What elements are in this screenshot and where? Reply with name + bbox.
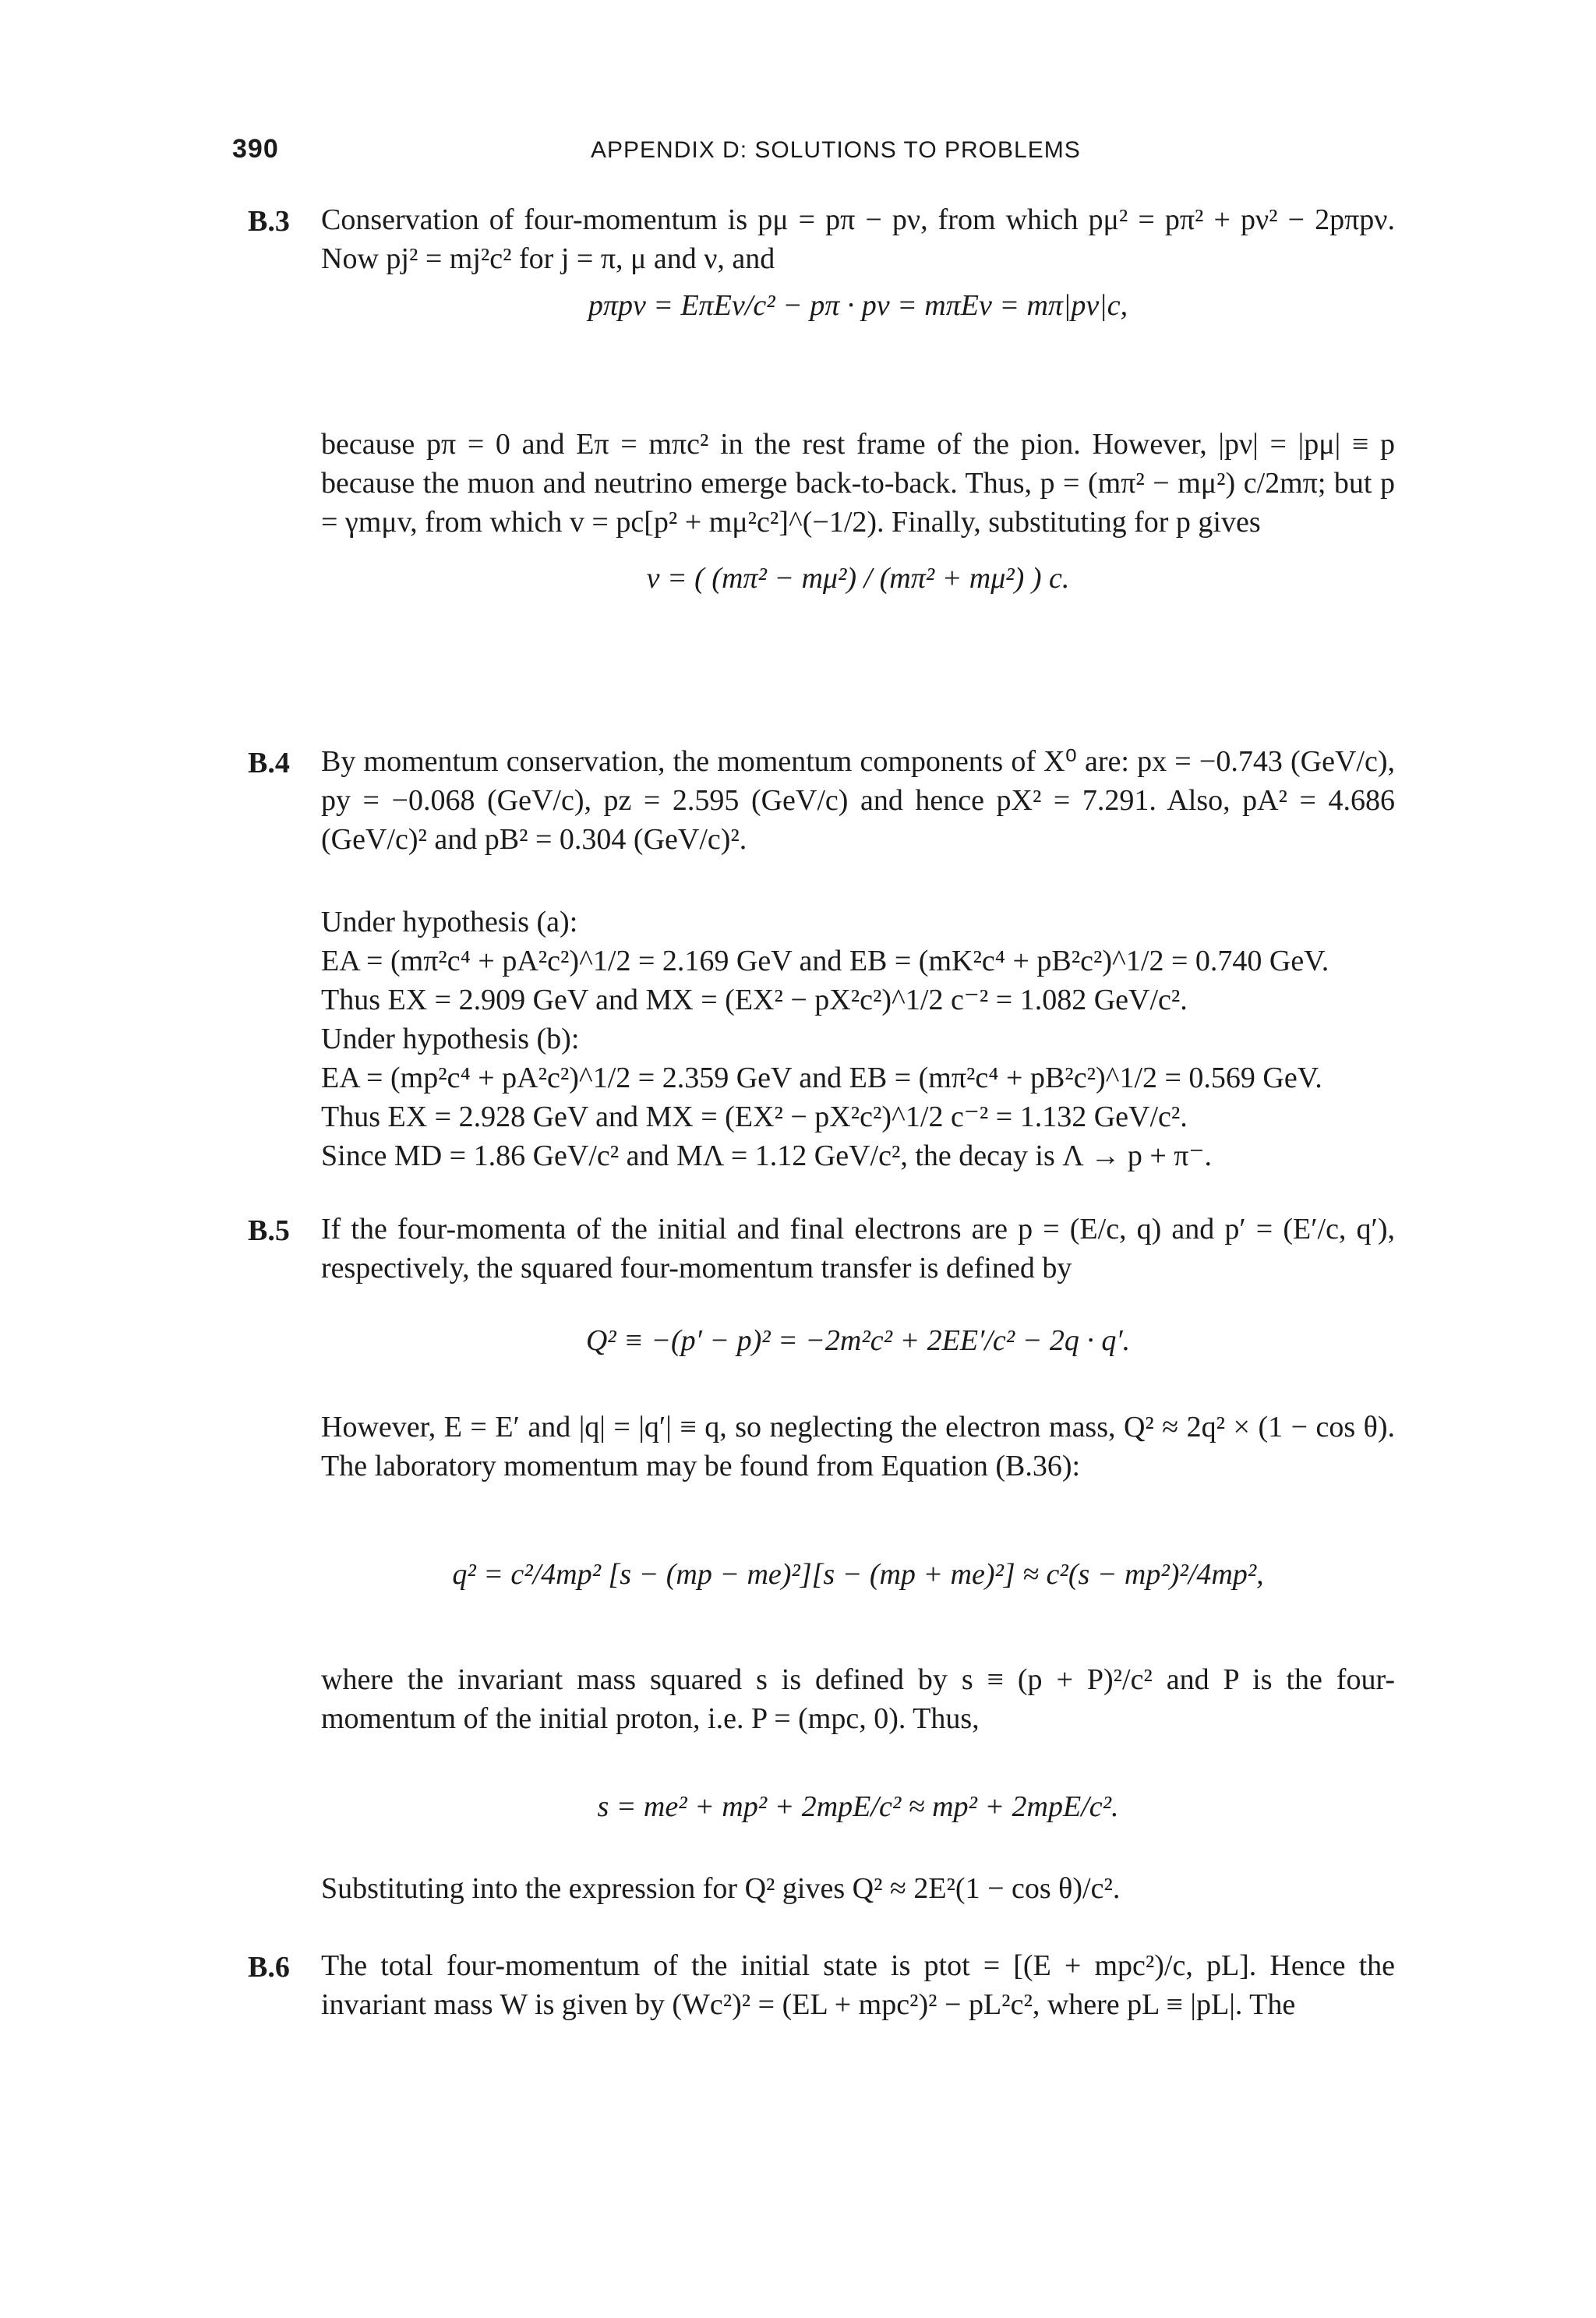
b5-equation-2: q² = c²/4mp² [s − (mp − me)²][s − (mp + me)²] ≈ c²(s − mp²)²/4mp², (452, 1558, 1264, 1591)
b6-paragraph-1: The total four-momentum of the initial state is ptot = [(E + mpc²)/c, pL]. Hence the invariant mass W is given by (Wc²)² = (EL + mpc²)² − pL²c², where pL ≡ |pL|. The (321, 1949, 1395, 2021)
page-number: 390 (232, 134, 279, 164)
b4-line: Under hypothesis (a): (321, 906, 578, 938)
b4-line: Since MD = 1.86 GeV/c² and MΛ = 1.12 GeV/c², the decay is Λ → p + π⁻. (321, 1140, 1212, 1172)
b3-paragraph-1: Conservation of four-momentum is pμ = pπ − pν, from which pμ² = pπ² + pν² − 2pπpν. Now pj² = mj²c² for j = π, μ and ν, and (321, 203, 1395, 275)
b3-paragraph-2: because pπ = 0 and Eπ = mπc² in the rest frame of the pion. However, |pν| = |pμ| ≡ p because the muon and neutrino emerge back-to-back. Thus, p = (mπ² − mμ²) c/2mπ; but p = γmμv, from which v = pc[p² + mμ²c²]^(−1/2). Finally, substituting for p gives (321, 428, 1395, 539)
problem-label-b5: B.5 (248, 1214, 290, 1247)
problem-label-b4: B.4 (248, 747, 290, 779)
b3-equation-1: pπpν = EπEν/c² − pπ · pν = mπEν = mπ|pν|c, (588, 289, 1128, 322)
b5-paragraph-3: where the invariant mass squared s is defined by s ≡ (p + P)²/c² and P is the four-momentum of the initial proton, i.e. P = (mpc, 0). Thus, (321, 1663, 1395, 1735)
b5-paragraph-1: If the four-momenta of the initial and final electrons are p = (E/c, q) and p′ = (E′/c, q′), respectively, the squared four-momentum transfer is defined by (321, 1213, 1395, 1284)
problem-label-b3: B.3 (248, 205, 290, 238)
b4-line: EA = (mp²c⁴ + pA²c²)^1/2 = 2.359 GeV and EB = (mπ²c⁴ + pB²c²)^1/2 = 0.569 GeV. (321, 1062, 1322, 1094)
b5-paragraph-4: Substituting into the expression for Q² gives Q² ≈ 2E²(1 − cos θ)/c². (321, 1872, 1121, 1905)
b3-equation-2: v = ( (mπ² − mμ²) / (mπ² + mμ²) ) c. (646, 562, 1070, 595)
b4-hypotheses-block (321, 903, 1395, 1175)
b4-line: Thus EX = 2.928 GeV and MX = (EX² − pX²c²)^1/2 c⁻² = 1.132 GeV/c². (321, 1101, 1188, 1133)
b5-equation-3: s = me² + mp² + 2mpE/c² ≈ mp² + 2mpE/c². (597, 1790, 1119, 1823)
b4-line: Under hypothesis (b): (321, 1023, 580, 1055)
problem-label-b6: B.6 (248, 1951, 290, 1984)
running-head: APPENDIX D: SOLUTIONS TO PROBLEMS (591, 137, 1081, 163)
b4-line: EA = (mπ²c⁴ + pA²c²)^1/2 = 2.169 GeV and EB = (mK²c⁴ + pB²c²)^1/2 = 0.740 GeV. (321, 945, 1329, 977)
b4-paragraph-1: By momentum conservation, the momentum components of X⁰ are: px = −0.743 (GeV/c), py = −0.068 (GeV/c), pz = 2.595 (GeV/c) and hence pX² = 7.291. Also, pA² = 4.686 (GeV/c)² and pB² = 0.304 (GeV/c)². (321, 745, 1395, 856)
b5-equation-1: Q² ≡ −(p′ − p)² = −2m²c² + 2EE′/c² − 2q · q′. (585, 1324, 1131, 1357)
b4-line: Thus EX = 2.909 GeV and MX = (EX² − pX²c²)^1/2 c⁻² = 1.082 GeV/c². (321, 984, 1188, 1016)
b5-paragraph-2: However, E = E′ and |q| = |q′| ≡ q, so neglecting the electron mass, Q² ≈ 2q² × (1 − cos θ). The laboratory momentum may be found from Equation (B.36): (321, 1411, 1395, 1482)
